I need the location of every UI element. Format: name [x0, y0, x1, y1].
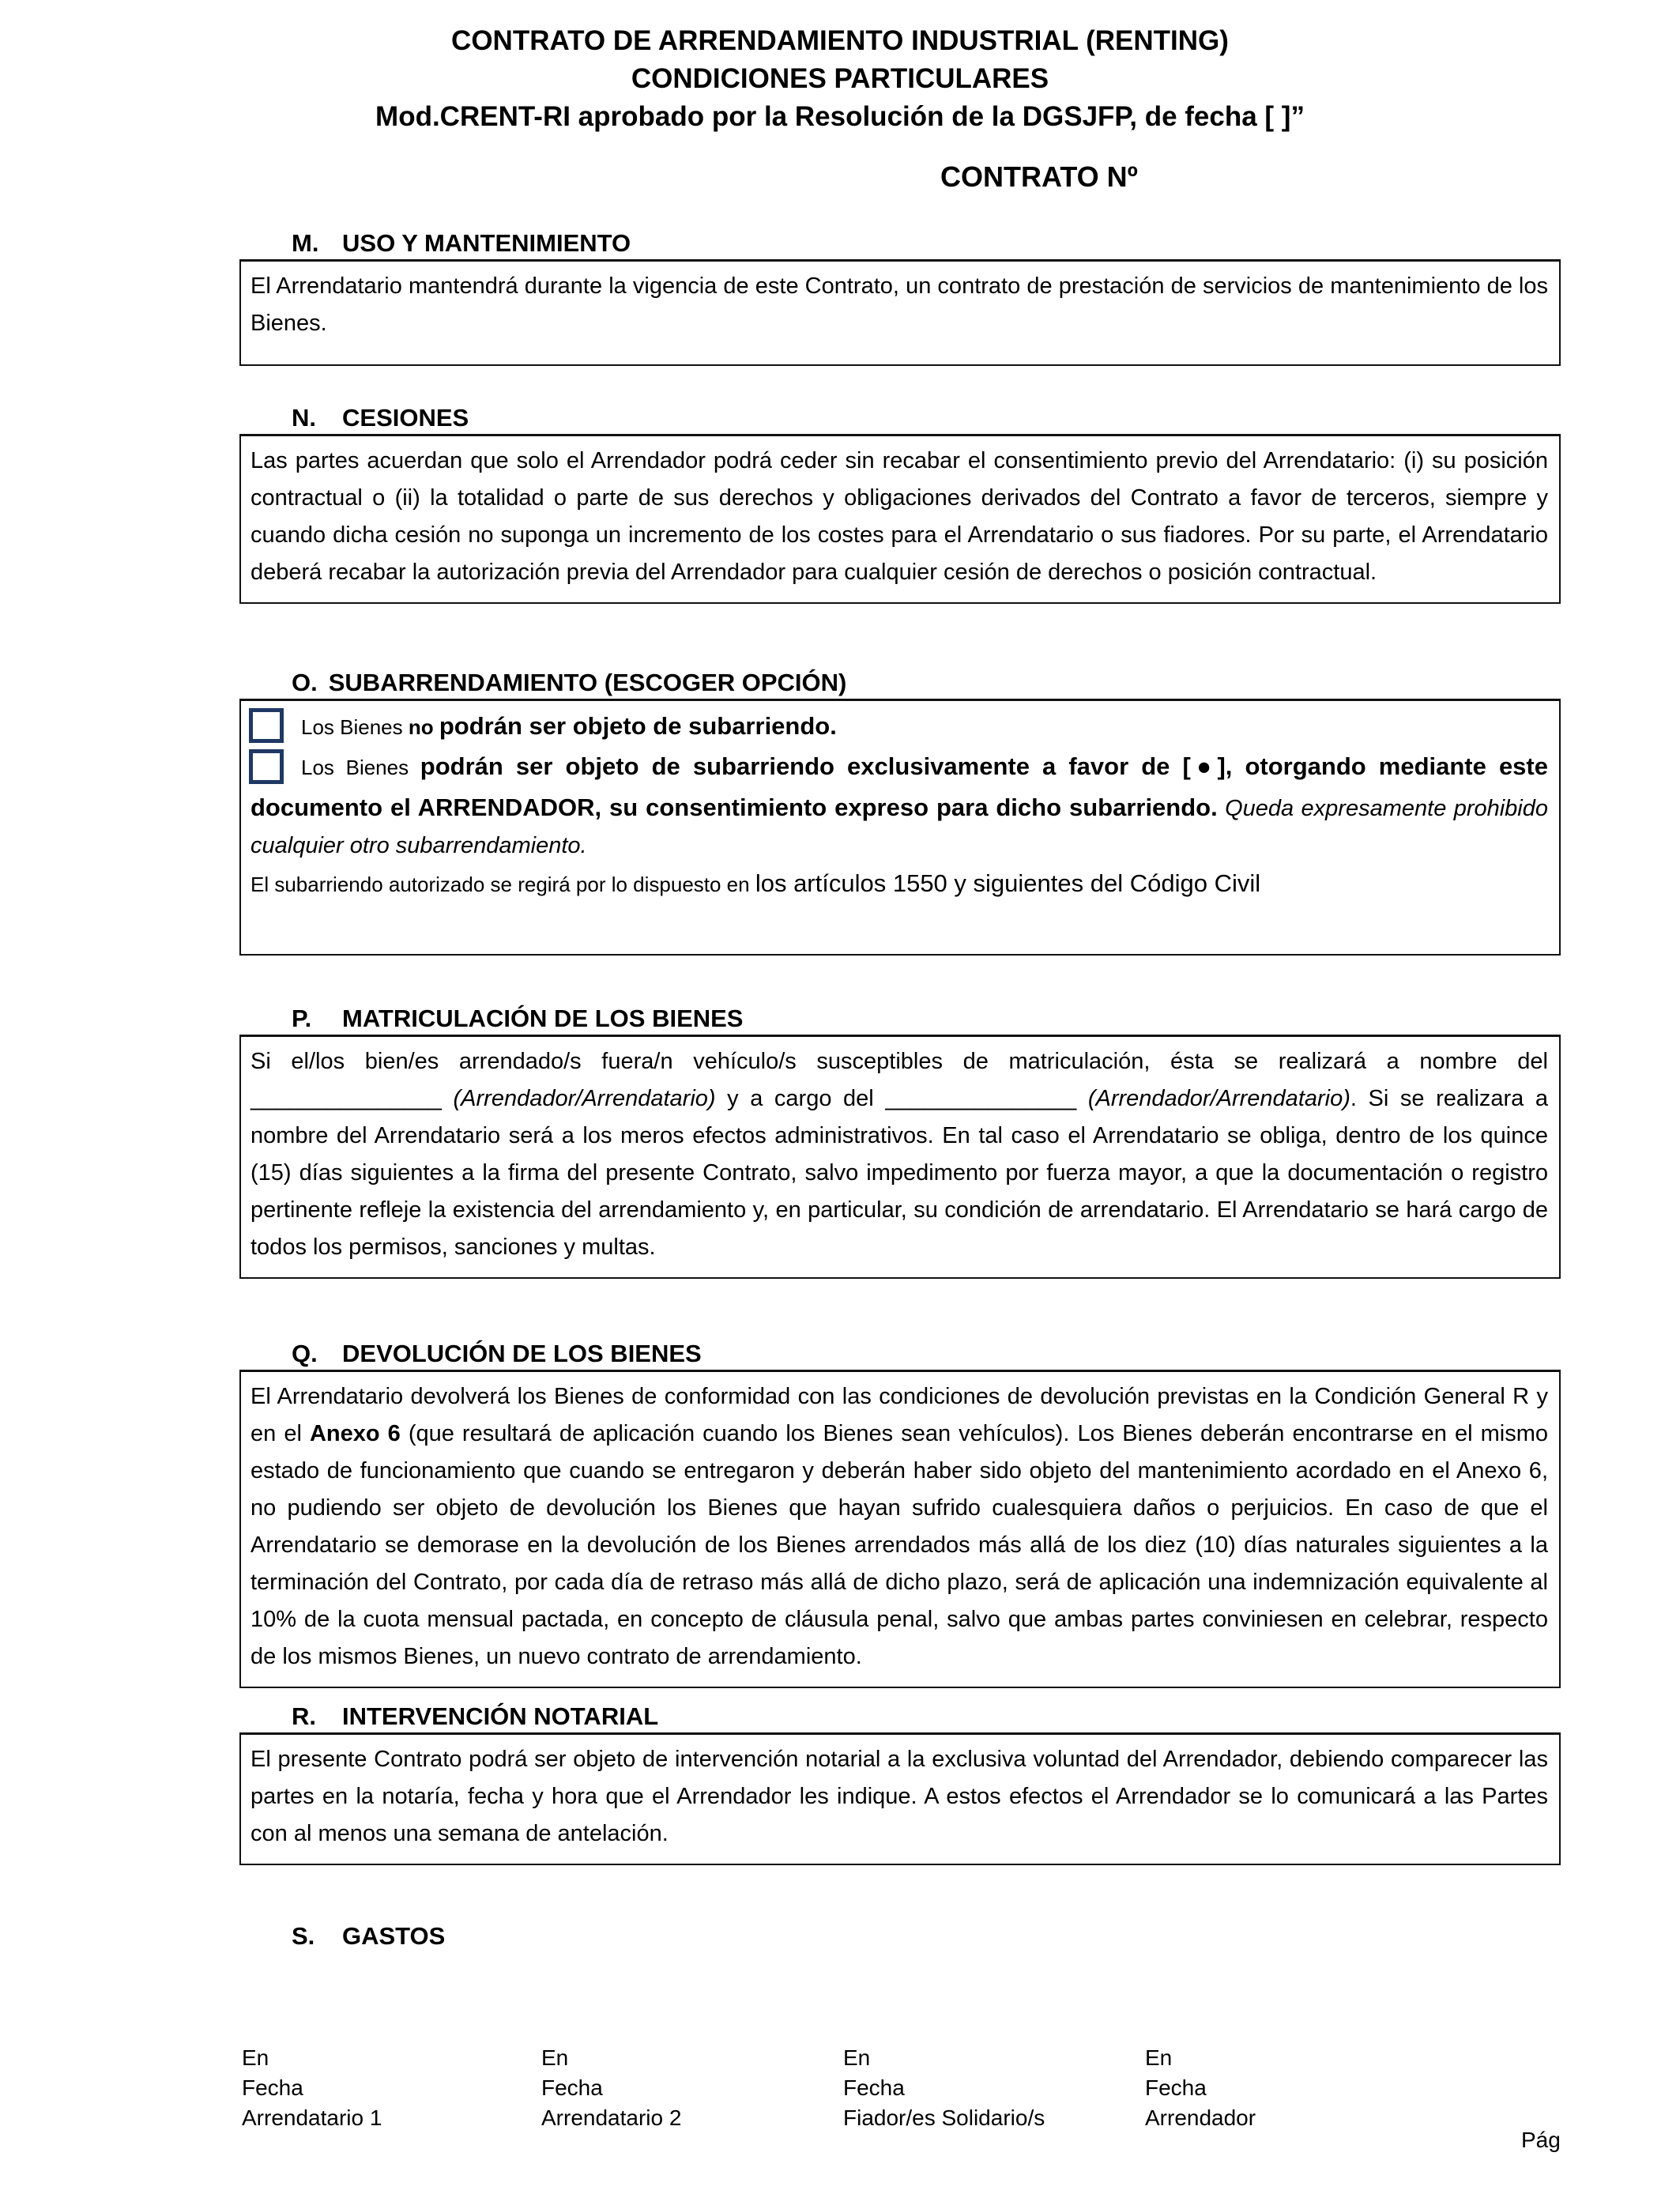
signature-place-label: En — [541, 2045, 569, 2070]
section-q-body: El Arrendatario devolverá los Bienes de conformidad con las condiciones de devolución previstas en la Condición General R y en el Anexo 6 (que resultará de aplicación cuando los Bienes sean vehículos). Los Bienes deberán encontrarse en el mismo estado de funcionamiento que cuando se entregaron y deberán haber sido objeto del mantenimiento acordado en el Anexo 6, no pudiendo ser objeto de devolución los Bienes que hayan sufrido cualesquiera daños o perjuicios. En caso de que el Arrendatario se demorase en la devolución de los Bienes arrendados más allá de los diez (10) días naturales siguientes a la terminación del Contrato, por cada día de retraso más allá de dicho plazo, será de aplicación una indemnización equivalente al 10% de la cuota mensual pactada, en concepto de cláusula penal, salvo que ambas partes conviniesen en celebrar, respecto de los mismos Bienes, un nuevo contrato de arrendamiento. — [250, 1383, 1548, 1669]
section-o-box — [239, 699, 1561, 956]
section-q-label: Q. — [292, 1339, 318, 1367]
title-line-2: CONDICIONES PARTICULARES — [631, 63, 1049, 94]
signature-date-label: Fecha — [242, 2075, 303, 2100]
section-n-label: N. — [292, 404, 316, 432]
section-s — [239, 1921, 1561, 1952]
signature-party-label: Arrendatario 2 — [541, 2105, 682, 2130]
section-o-label: O. — [292, 669, 318, 696]
signature-block-arrendatario-1 — [242, 2043, 382, 2133]
section-s-heading — [292, 1921, 1561, 1952]
signature-block-fiador — [843, 2043, 1045, 2133]
subletting-option-1 — [250, 707, 1548, 748]
section-r-body: El presente Contrato podrá ser objeto de intervención notarial a la exclusiva voluntad del Arrendador, debiendo comparecer las partes en la notaría, fecha y hora que el Arrendador les indique. A estos efectos el Arrendador se lo comunicará a las Partes con al menos una semana de antelación. — [250, 1746, 1548, 1846]
title-line-3: Mod.CRENT-RI aprobado por la Resolución de la DGSJFP, de fecha [ ]” — [375, 101, 1305, 132]
title-line-1: CONTRATO DE ARRENDAMIENTO INDUSTRIAL (RENTING) — [451, 25, 1229, 56]
subletting-option-2 — [250, 748, 1548, 864]
section-m-heading — [292, 228, 1561, 259]
section-q-box — [239, 1370, 1561, 1688]
section-r-box — [239, 1732, 1561, 1865]
section-m-body: El Arrendatario mantendrá durante la vigencia de este Contrato, un contrato de prestación de servicios de mantenimiento de los Bienes. — [250, 273, 1548, 336]
section-p-body: Si el/los bien/es arrendado/s fuera/n vehículo/s susceptibles de matriculación, ésta se realizará a nombre del _______________ (Arrendador/Arrendatario) y a cargo del _______________ (Arrendador/Arrendatario). Si se realizara a nombre del Arrendatario será a los meros efectos administrativos. En tal caso el Arrendatario se obliga, dentro de los quince (15) días siguientes a la firma del presente Contrato, salvo impedimento por fuerza mayor, a que la documentación o registro pertinente refleje la existencia del arrendamiento y, en particular, su condición de arrendatario. El Arrendatario se hará cargo de todos los permisos, sanciones y multas. — [250, 1048, 1549, 1260]
section-r-label: R. — [292, 1702, 316, 1730]
page-number-label: Pág — [1521, 2128, 1561, 2152]
section-p-label: P. — [292, 1004, 312, 1032]
signature-place-label: En — [843, 2045, 871, 2070]
subletting-option-1-text: Los Bienes no podrán ser objeto de subarriendo. — [301, 712, 837, 740]
signature-date-label: Fecha — [541, 2075, 603, 2100]
signature-place-label: En — [1145, 2045, 1173, 2070]
checkbox-option-1[interactable] — [249, 708, 284, 743]
document-title — [0, 0, 1680, 136]
section-q — [239, 1338, 1561, 1688]
checkbox-option-2[interactable] — [249, 749, 284, 784]
signature-block-arrendador — [1145, 2043, 1256, 2133]
section-m-label: M. — [292, 229, 319, 257]
subletting-closing-text: El subarriendo autorizado se regirá por lo dispuesto en los artículos 1550 y siguientes del Código Civil — [250, 869, 1261, 897]
section-n-body: Las partes acuerdan que solo el Arrendador podrá ceder sin recabar el consentimiento previo del Arrendatario: (i) su posición contractual o (ii) la totalidad o parte de sus derechos y obligaciones derivados del Contrato a favor de terceros, siempre y cuando dicha cesión no suponga un incremento de los costes para el Arrendatario o sus fiadores. Por su parte, el Arrendatario deberá recabar la autorización previa del Arrendador para cualquier cesión de derechos o posición contractual. — [250, 448, 1548, 585]
section-n-box — [239, 434, 1561, 604]
section-o-title: SUBARRENDAMIENTO (ESCOGER OPCIÓN) — [328, 669, 847, 696]
section-r-title: INTERVENCIÓN NOTARIAL — [342, 1702, 659, 1730]
section-n-heading — [292, 402, 1561, 434]
section-p-heading — [292, 1003, 1561, 1035]
section-s-title: GASTOS — [342, 1921, 446, 1950]
section-q-title: DEVOLUCIÓN DE LOS BIENES — [342, 1339, 702, 1367]
signature-party-label: Arrendador — [1145, 2105, 1256, 2130]
section-o — [239, 667, 1561, 956]
section-s-label: S. — [292, 1921, 315, 1950]
section-o-heading — [292, 667, 1561, 699]
section-p-title: MATRICULACIÓN DE LOS BIENES — [342, 1004, 744, 1032]
signature-party-label: Arrendatario 1 — [242, 2105, 382, 2130]
section-r — [239, 1701, 1561, 1865]
section-m — [239, 228, 1561, 366]
section-m-box — [239, 259, 1561, 366]
signature-block-arrendatario-2 — [541, 2043, 681, 2133]
signature-date-label: Fecha — [843, 2075, 905, 2100]
signature-date-label: Fecha — [1145, 2075, 1207, 2100]
section-p-box — [239, 1035, 1561, 1279]
section-r-heading — [292, 1701, 1561, 1732]
section-n-title: CESIONES — [342, 404, 469, 432]
signature-place-label: En — [242, 2045, 269, 2070]
section-q-heading — [292, 1338, 1561, 1370]
section-n — [239, 402, 1561, 604]
section-p — [239, 1003, 1561, 1279]
subletting-option-2-text: Los Bienes podrán ser objeto de subarriendo exclusivamente a favor de [●], otorgando mediante este documento el ARRENDADOR, su consentimiento expreso para dicho subarriendo. Queda expresamente prohibido cualquier otro subarrendamiento. — [250, 752, 1549, 858]
signature-party-label: Fiador/es Solidario/s — [843, 2105, 1045, 2130]
contract-number-label: CONTRATO Nº — [940, 160, 1138, 193]
section-m-title: USO Y MANTENIMIENTO — [342, 229, 631, 257]
